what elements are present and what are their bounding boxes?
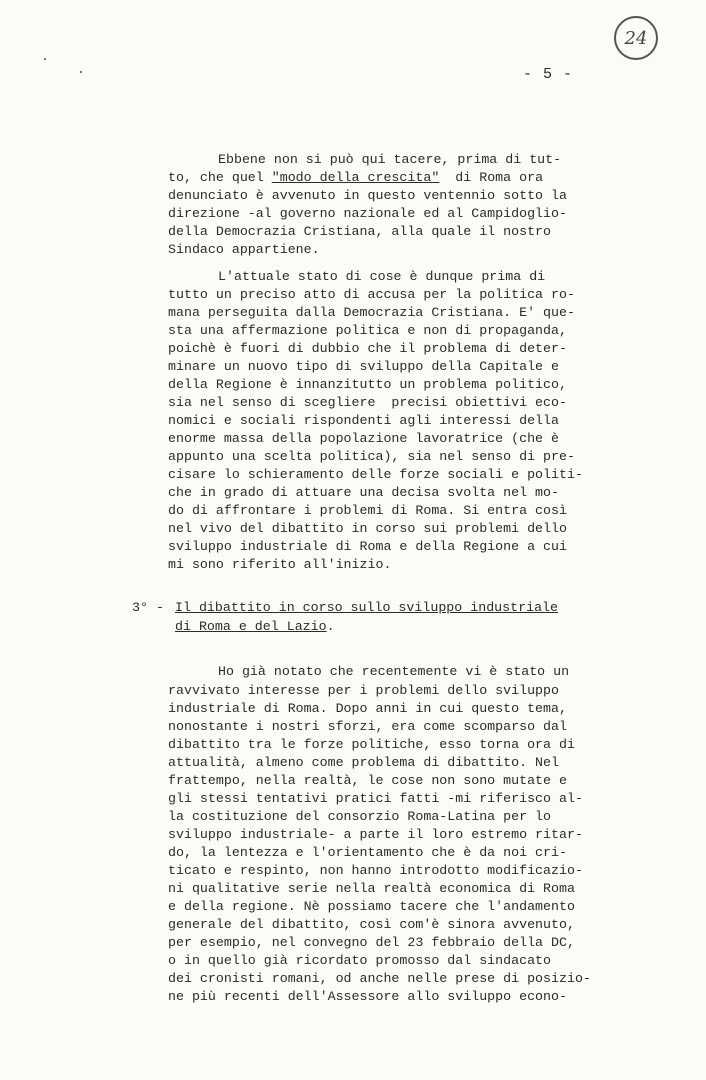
text-line: ni qualitative serie nella realtà economica di Roma <box>168 881 575 896</box>
text-line: sviluppo industriale di Roma e della Regione a cui <box>168 539 567 554</box>
text-line: direzione -al governo nazionale ed al Campidoglio- <box>168 206 567 221</box>
text-line: sviluppo industriale- a parte il loro estremo ritar- <box>168 827 583 842</box>
text-line: attualità, almeno come problema di dibattito. Nel <box>168 755 559 770</box>
section-number: 3° - <box>132 600 164 615</box>
text-line: dibattito tra le forze politiche, esso torna ora di <box>168 737 575 752</box>
text-line: Sindaco appartiene. <box>168 242 320 257</box>
section-title-line-2 <box>175 620 335 633</box>
p2-line-1: L'attuale stato di cose è dunque prima di <box>218 269 546 284</box>
text-line: nel vivo del dibattito in corso sui problemi dello <box>168 521 567 536</box>
quoted-phrase: "modo della crescita" <box>271 170 440 185</box>
text-line: nomici e sociali rispondenti agli interessi della <box>168 413 559 428</box>
text-line: enorme massa della popolazione lavoratrice (che è <box>168 431 559 446</box>
text-line: denunciato è avvenuto in questo ventennio sotto la <box>168 188 567 203</box>
text-line: ticato e respinto, non hanno introdotto modificazio- <box>168 863 583 878</box>
text-line: per esempio, nel convegno del 23 febbraio della DC, <box>168 935 575 950</box>
text-line: la costituzione del consorzio Roma-Latina per lo <box>168 809 552 824</box>
text-line: della Regione è innanzitutto un problema politico, <box>168 377 567 392</box>
p1-line-2 <box>168 171 543 184</box>
text-line: sia nel senso di scegliere precisi obiettivi eco- <box>168 395 567 410</box>
section-title-text: di Roma e del Lazio <box>175 619 327 634</box>
p1-line-2-end: di Roma ora <box>439 170 544 185</box>
archive-page-stamp: 24 <box>614 16 658 60</box>
section-title-line-1 <box>175 601 558 614</box>
text-line: do, la lentezza e l'orientamento che è da noi cri- <box>168 845 567 860</box>
text-line: dei cronisti romani, od anche nelle prese di posizio- <box>168 971 591 986</box>
text-line: della Democrazia Cristiana, alla quale il nostro <box>168 224 552 239</box>
text-line: che in grado di attuare una decisa svolta nel mo- <box>168 485 559 500</box>
text-line: frattempo, nella realtà, le cose non sono mutate e <box>168 773 567 788</box>
p1-line-1: Ebbene non si può qui tacere, prima di tut- <box>218 152 562 167</box>
text-line: gli stessi tentativi pratici fatti -mi riferisco al- <box>168 791 583 806</box>
text-line: ne più recenti dell'Assessore allo sviluppo econo- <box>168 989 567 1004</box>
text-line: o in quello già ricordato promosso dal sindacato <box>168 953 552 968</box>
text-line: mana perseguita dalla Democrazia Cristiana. E' que- <box>168 305 575 320</box>
page-number: - 5 - <box>523 66 574 83</box>
text-line: cisare lo schieramento delle forze sociali e politi- <box>168 467 583 482</box>
text-line: mi sono riferito all'inizio. <box>168 557 392 572</box>
text-line: industriale di Roma. Dopo anni in cui questo tema, <box>168 701 567 716</box>
paper-speck <box>44 58 46 60</box>
text-line: sta una affermazione politica e non di propaganda, <box>168 323 567 338</box>
p1-line-2-start: to, che quel <box>168 170 272 185</box>
p3-line-1: Ho già notato che recentemente vi è stato un <box>218 664 570 679</box>
text-line: appunto una scelta politica), sia nel senso di pre- <box>168 449 575 464</box>
text-line: minare un nuovo tipo di sviluppo della Capitale e <box>168 359 559 374</box>
text-line: e della regione. Nè possiamo tacere che l'andamento <box>168 899 575 914</box>
text-line: do di affrontare i problemi di Roma. Si entra così <box>168 503 567 518</box>
paper-speck <box>80 71 82 73</box>
text-line: nonostante i nostri sforzi, era come scomparso dal <box>168 719 567 734</box>
text-line: ravvivato interesse per i problemi dello sviluppo <box>168 683 559 698</box>
text-line: tutto un preciso atto di accusa per la politica ro- <box>168 287 575 302</box>
text-line: poichè è fuori di dubbio che il problema di deter- <box>168 341 567 356</box>
section-title-text: Il dibattito in corso sullo sviluppo industriale <box>175 600 559 615</box>
text-line: generale del dibattito, così com'è sinora avvenuto, <box>168 917 575 932</box>
section-title-period: . <box>326 619 335 634</box>
